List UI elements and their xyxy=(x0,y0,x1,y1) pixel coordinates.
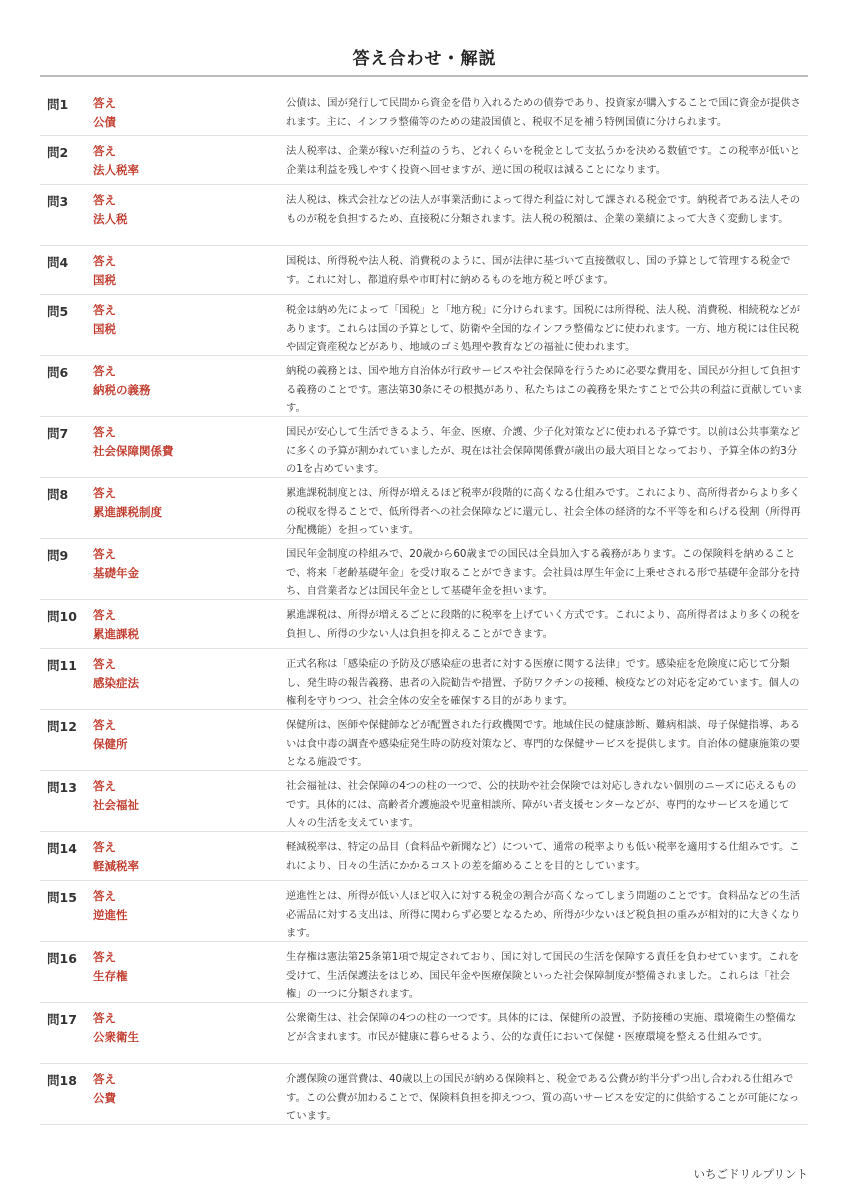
question-number: 問3 xyxy=(47,194,69,209)
question-number: 問8 xyxy=(47,487,69,502)
answer-label: 答え xyxy=(93,425,116,439)
question-number: 問17 xyxy=(47,1012,77,1027)
answer-row-14 xyxy=(40,832,808,881)
answer-row-3 xyxy=(40,185,808,246)
question-number: 問10 xyxy=(47,609,77,624)
answer-block xyxy=(93,655,139,693)
answer-row-1 xyxy=(40,88,808,136)
explanation-text: 法人税は、株式会社などの法人が事業活動によって得た利益に対して課される税金です。納税者である法人そのものが税を負担するため、直接税に分類されます。法人税の税額は、企業の業績によって大きく変動します。 xyxy=(286,194,801,225)
answer-text: 公費 xyxy=(93,1091,116,1105)
answer-text: 国税 xyxy=(93,273,116,287)
answer-row-16 xyxy=(40,942,808,1003)
explanation-text: 法人税率は、企業が稼いだ利益のうち、どれくらいを税金として支払うかを決める数値です。この税率が低いと企業は利益を残しやすく投資へ回せますが、逆に国の税収は減ることになります。 xyxy=(286,145,801,176)
answer-block xyxy=(93,716,128,754)
answer-text: 累進課税制度 xyxy=(93,505,162,519)
answer-row-17 xyxy=(40,1003,808,1064)
question-number: 問12 xyxy=(47,719,77,734)
answer-text: 社会福祉 xyxy=(93,798,139,812)
answer-label: 答え xyxy=(93,1011,116,1025)
answer-block xyxy=(93,484,162,522)
answer-block xyxy=(93,142,139,180)
question-number: 問13 xyxy=(47,780,77,795)
explanation-text: 生存権は憲法第25条第1項で規定されており、国に対して国民の生活を保障する責任を負わせています。これを受けて、生活保護法をはじめ、国民年金や医療保険といった社会保障制度が整備されました。これらは「社会権」の一つに分類されます。 xyxy=(286,951,800,1000)
question-number: 問4 xyxy=(47,255,69,270)
answer-block xyxy=(93,887,128,925)
explanation-text: 累進課税制度とは、所得が増えるほど税率が段階的に高くなる仕組みです。これにより、高所得者からより多くの税収を得ることで、低所得者への社会保障などに還元し、社会全体の経済的な不平等を和らげる役割（所得再分配機能）を担っています。 xyxy=(286,487,801,536)
answer-text: 生存権 xyxy=(93,969,128,983)
explanation-text: 国民が安心して生活できるよう、年金、医療、介護、少子化対策などに使われる予算です。以前は公共事業などに多くの予算が割かれていましたが、現在は社会保障関係費が歳出の最大項目となっており、予算全体の約3分の1を占めています。 xyxy=(286,426,801,475)
page-title: 答え合わせ・解説 xyxy=(352,49,497,69)
answer-text: 公衆衛生 xyxy=(93,1030,139,1044)
answer-row-10 xyxy=(40,600,808,649)
answer-text: 累進課税 xyxy=(93,627,139,641)
answer-block xyxy=(93,838,139,876)
answer-label: 答え xyxy=(93,779,116,793)
question-number: 問9 xyxy=(47,548,69,563)
answer-block xyxy=(93,948,128,986)
answer-text: 基礎年金 xyxy=(93,566,139,580)
explanation-text: 逆進性とは、所得が低い人ほど収入に対する税金の割合が高くなってしまう問題のことです。食料品などの生活必需品に対する支出は、所得に関わらず必要となるため、所得が少ないほど税負担の重みが相対的に大きくなります。 xyxy=(286,890,801,939)
explanation-text: 納税の義務とは、国や地方自治体が行政サービスや社会保障を行うために必要な費用を、国民が分担して負担する義務のことです。憲法第30条にその根拠があり、私たちはこの義務を果たすことで公共の利益に貢献しています。 xyxy=(286,365,803,414)
question-number: 問7 xyxy=(47,426,69,441)
explanation-text: 正式名称は「感染症の予防及び感染症の患者に対する医療に関する法律」です。感染症を危険度に応じて分類し、発生時の報告義務、患者の入院勧告や措置、予防ワクチンの接種、検疫などの対応を定めています。個人の権利を守りつつ、社会全体の安全を確保する目的があります。 xyxy=(286,658,800,707)
answer-label: 答え xyxy=(93,144,116,158)
question-number: 問11 xyxy=(47,658,77,673)
answer-label: 答え xyxy=(93,889,116,903)
answer-block xyxy=(93,777,139,815)
explanation-text: 公衆衛生は、社会保障の4つの柱の一つです。具体的には、保健所の設置、予防接種の実施、環境衛生の整備などが含まれます。市民が健康に暮らせるよう、公的な責任において保健・医療環境を整える仕組みです。 xyxy=(286,1012,797,1043)
question-number: 問15 xyxy=(47,890,77,905)
answer-block xyxy=(93,94,116,132)
answer-label: 答え xyxy=(93,950,116,964)
answer-block xyxy=(93,1009,139,1047)
answer-row-4 xyxy=(40,246,808,295)
answer-block xyxy=(93,362,151,400)
explanation-text: 国税は、所得税や法人税、消費税のように、国が法律に基づいて直接徴収し、国の予算として管理する税金です。これに対し、都道府県や市町村に納めるものを地方税と呼びます。 xyxy=(286,255,791,286)
answer-label: 答え xyxy=(93,364,116,378)
answer-row-15 xyxy=(40,881,808,942)
answer-row-11 xyxy=(40,649,808,710)
footer-credit: いちごドリルプリント xyxy=(693,1167,808,1181)
question-number: 問16 xyxy=(47,951,77,966)
explanation-text: 公債は、国が発行して民間から資金を借り入れるための債券であり、投資家が購入することで国に資金が提供されます。主に、インフラ整備等のための建設国債と、税収不足を補う特例国債に分けられます。 xyxy=(286,97,801,128)
answer-text: 軽減税率 xyxy=(93,859,139,873)
question-number: 問2 xyxy=(47,145,69,160)
answer-text: 逆進性 xyxy=(93,908,128,922)
answer-row-7 xyxy=(40,417,808,478)
answer-label: 答え xyxy=(93,608,116,622)
answer-list xyxy=(40,88,808,1125)
question-number: 問1 xyxy=(47,97,69,112)
question-number: 問14 xyxy=(47,841,77,856)
answer-label: 答え xyxy=(93,254,116,268)
answer-row-12 xyxy=(40,710,808,771)
answer-text: 納税の義務 xyxy=(93,383,151,397)
answer-row-2 xyxy=(40,136,808,185)
question-number: 問5 xyxy=(47,304,69,319)
answer-block xyxy=(93,545,139,583)
answer-label: 答え xyxy=(93,1072,116,1086)
answer-row-9 xyxy=(40,539,808,600)
answer-label: 答え xyxy=(93,718,116,732)
answer-label: 答え xyxy=(93,96,116,110)
answer-label: 答え xyxy=(93,486,116,500)
answer-row-6 xyxy=(40,356,808,417)
answer-label: 答え xyxy=(93,547,116,561)
answer-text: 社会保障関係費 xyxy=(93,444,174,458)
explanation-text: 累進課税は、所得が増えるごとに段階的に税率を上げていく方式です。これにより、高所得者はより多くの税を負担し、所得の少ない人は負担を抑えることができます。 xyxy=(286,609,801,640)
answer-text: 法人税率 xyxy=(93,163,139,177)
answer-row-5 xyxy=(40,295,808,356)
question-number: 問18 xyxy=(47,1073,77,1088)
explanation-text: 軽減税率は、特定の品目（食料品や新聞など）について、通常の税率よりも低い税率を適用する仕組みです。これにより、日々の生活にかかるコストの差を縮めることを目的としています。 xyxy=(286,841,800,872)
answer-block xyxy=(93,252,116,290)
answer-label: 答え xyxy=(93,303,116,317)
answer-block xyxy=(93,1070,116,1108)
answer-row-18 xyxy=(40,1064,808,1125)
answer-block xyxy=(93,301,116,339)
answer-text: 感染症法 xyxy=(93,676,139,690)
answer-block xyxy=(93,606,139,644)
answer-label: 答え xyxy=(93,657,116,671)
explanation-text: 税金は納め先によって「国税」と「地方税」に分けられます。国税には所得税、法人税、消費税、相続税などがあります。これらは国の予算として、防衛や全国的なインフラ整備などに使われます。一方、地方税には住民税や固定資産税などがあり、地域のゴミ処理や教育などの福祉に使われます。 xyxy=(286,304,801,353)
answer-label: 答え xyxy=(93,840,116,854)
explanation-text: 国民年金制度の枠組みで、20歳から60歳までの国民は全員加入する義務があります。この保険料を納めることで、将来「老齢基礎年金」を受け取ることができます。会社員は厚生年金に上乗せされる形で基礎年金部分を持ち、自営業者などは国民年金として基礎年金を担います。 xyxy=(286,548,800,597)
answer-row-8 xyxy=(40,478,808,539)
answer-block xyxy=(93,191,128,229)
answer-row-13 xyxy=(40,771,808,832)
answer-label: 答え xyxy=(93,193,116,207)
explanation-text: 保健所は、医師や保健師などが配置された行政機関です。地域住民の健康診断、難病相談、母子保健指導、あるいは食中毒の調査や感染症発生時の防疫対策など、専門的な保健サービスを提供します。自治体の健康施策の要となる施設です。 xyxy=(286,719,801,768)
title-divider xyxy=(40,75,808,77)
answer-text: 法人税 xyxy=(93,212,128,226)
question-number: 問6 xyxy=(47,365,69,380)
answer-text: 国税 xyxy=(93,322,116,336)
answer-block xyxy=(93,423,174,461)
explanation-text: 介護保険の運営費は、40歳以上の国民が納める保険料と、税金である公費が約半分ずつ出し合われる仕組みです。この公費が加わることで、保険料負担を抑えつつ、質の高いサービスを安定的に供給することが可能になっています。 xyxy=(286,1073,800,1122)
answer-text: 公債 xyxy=(93,115,116,129)
answer-text: 保健所 xyxy=(93,737,128,751)
explanation-text: 社会福祉は、社会保障の4つの柱の一つで、公的扶助や社会保険では対応しきれない個別のニーズに応えるものです。具体的には、高齢者介護施設や児童相談所、障がい者支援センターなどが、専門的なサービスを通じて人々の生活を支えています。 xyxy=(286,780,797,829)
